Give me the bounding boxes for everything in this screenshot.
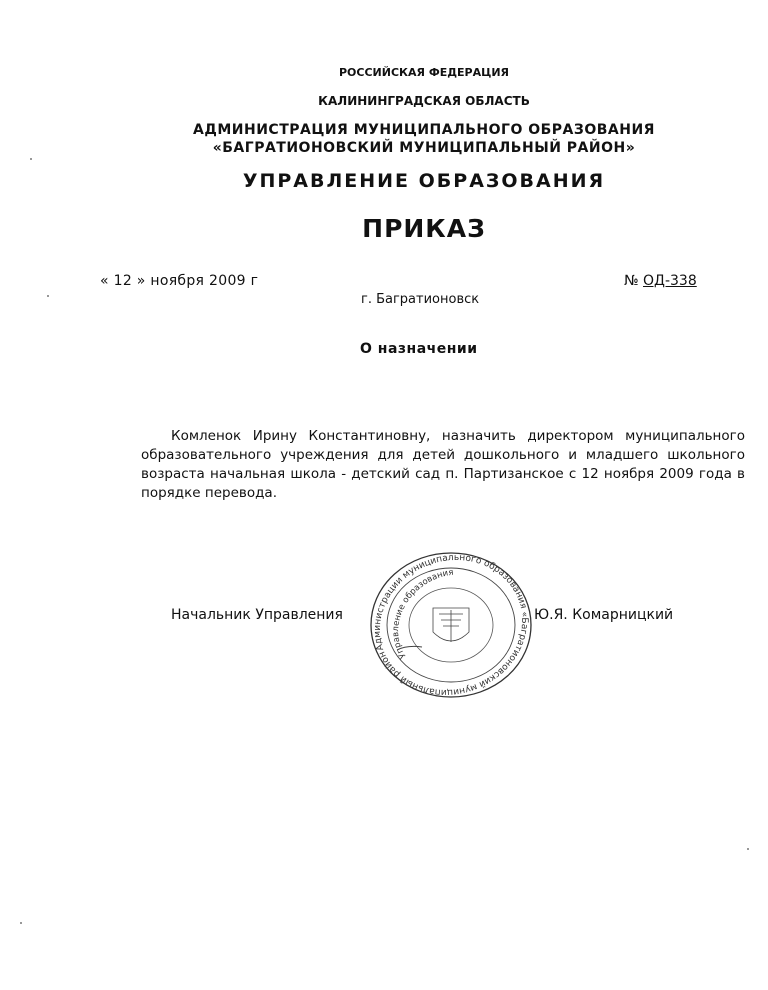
- header-admin-line1: АДМИНИСТРАЦИЯ МУНИЦИПАЛЬНОГО ОБРАЗОВАНИЯ: [193, 122, 655, 138]
- scan-speck: [747, 848, 749, 850]
- order-subject: О назначении: [360, 341, 478, 357]
- seal-inner-text: Управление образования: [391, 567, 455, 661]
- official-seal-icon: [367, 550, 535, 700]
- header-region: КАЛИНИНГРАДСКАЯ ОБЛАСТЬ: [318, 94, 530, 108]
- order-number-prefix: №: [624, 273, 644, 289]
- signatory-name: Ю.Я. Комарницкий: [534, 607, 674, 623]
- order-body: [141, 427, 745, 503]
- scan-speck: [47, 295, 49, 297]
- header-department: УПРАВЛЕНИЕ ОБРАЗОВАНИЯ: [242, 170, 606, 192]
- header-admin-line2: «БАГРАТИОНОВСКИЙ МУНИЦИПАЛЬНЫЙ РАЙОН»: [212, 140, 636, 156]
- scan-speck: [20, 922, 22, 924]
- order-city: г. Багратионовск: [361, 292, 480, 307]
- header-country: РОССИЙСКАЯ ФЕДЕРАЦИЯ: [338, 66, 510, 79]
- document-title: ПРИКАЗ: [362, 214, 486, 243]
- seal-outer-text: Администрации муниципального образования «Багратионовский муниципальный район»: [372, 553, 530, 698]
- order-date: « 12 » ноября 2009 г: [100, 273, 259, 289]
- order-body-text: Комленок Ирину Константиновну, назначить директором муниципального образовательного учреждения для детей дошкольного и младшего школьного возраста начальная школа - детский сад п. Партизанское с 12 ноября 2009 года в порядке перевода.: [141, 428, 745, 501]
- header-administration: [40, 121, 768, 157]
- order-number: [624, 273, 697, 289]
- order-number-value: ОД-338: [643, 273, 697, 289]
- signatory-position: Начальник Управления: [171, 607, 343, 623]
- scan-speck: [30, 158, 32, 160]
